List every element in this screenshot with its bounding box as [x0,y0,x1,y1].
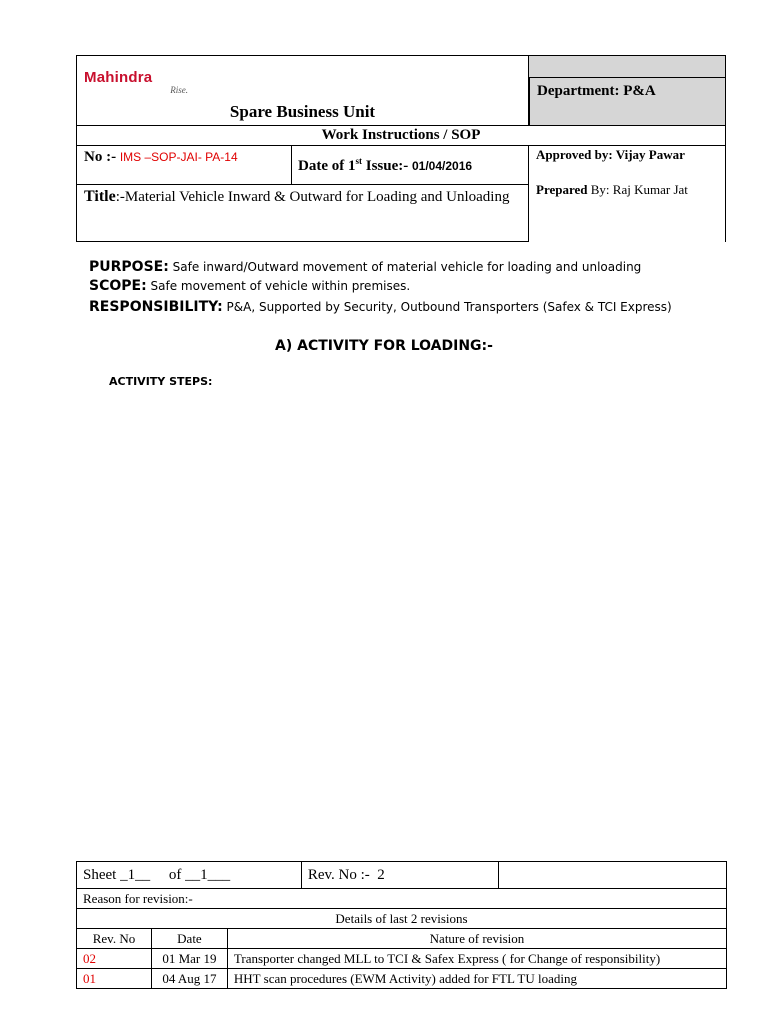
logo-brand: Mahindra [84,69,153,86]
revision-table [76,861,727,989]
issue-date-cell [292,146,529,185]
purpose-line [89,258,641,276]
purpose-text: Safe inward/Outward movement of material vehicle for loading and unloading [172,260,642,274]
prepared-label: Prepared [536,182,588,197]
scope-label: SCOPE: [89,278,147,294]
prepared-name: By: Raj Kumar Jat [587,182,688,197]
logo-tagline: Rise. [170,85,188,95]
document-number-value: IMS –SOP-JAI- PA-14 [119,150,238,164]
department-label: Department: P&A [537,83,656,99]
issue-date-label-pre: Date of 1 [298,158,356,174]
col-date: Date [151,929,227,949]
purpose-label: PURPOSE: [89,259,169,275]
sheet-row [77,862,727,889]
details-cell: Details of last 2 revisions [77,909,727,929]
rev-date: 04 Aug 17 [151,969,227,989]
document-title-cell [76,185,529,242]
issue-date-label-post: Issue:- [361,158,409,174]
table-row [77,949,727,969]
revision-header-row [77,929,727,949]
business-unit-title: Spare Business Unit [229,102,376,121]
col-nature: Nature of revision [227,929,726,949]
title-label: Title [84,188,116,205]
rev-number: 02 [77,949,152,969]
empty-cell [498,862,726,889]
rev-number: 01 [77,969,152,989]
reason-row [77,889,727,909]
rev-nature: HHT scan procedures (EWM Activity) added for FTL TU loading [227,969,726,989]
approved-by: Approved by: Vijay Pawar [536,147,685,162]
responsibility-label: RESPONSIBILITY: [89,299,223,315]
responsibility-line [89,298,672,316]
details-row [77,909,727,929]
prepared-by [536,181,688,198]
header-right-strip [529,55,726,78]
rev-nature: Transporter changed MLL to TCI & Safex Express ( for Change of responsibility) [227,949,726,969]
work-instructions-row: Work Instructions / SOP [76,125,726,146]
scope-text: Safe movement of vehicle within premises. [150,279,411,293]
col-rev-no: Rev. No [77,929,152,949]
sheet-cell: Sheet _1__ of __1___ [77,862,302,889]
divider [725,146,726,242]
scope-line [89,277,410,295]
title-value: :-Material Vehicle Inward & Outward for Loading and Unloading [115,189,510,205]
issue-date-sup: st [355,156,362,166]
reason-cell: Reason for revision:- [77,889,727,909]
section-heading: A) ACTIVITY FOR LOADING:- [275,338,493,354]
mahindra-logo [84,70,192,100]
document-number-label: No :- [84,149,117,165]
responsibility-text: P&A, Supported by Security, Outbound Transporters (Safex & TCI Express) [226,300,672,314]
issue-date-value: 01/04/2016 [412,159,473,173]
activity-steps-label: ACTIVITY STEPS: [109,375,213,388]
rev-no-cell: Rev. No :- 2 [301,862,498,889]
table-row [77,969,727,989]
rev-date: 01 Mar 19 [151,949,227,969]
document-number-cell [76,146,292,185]
